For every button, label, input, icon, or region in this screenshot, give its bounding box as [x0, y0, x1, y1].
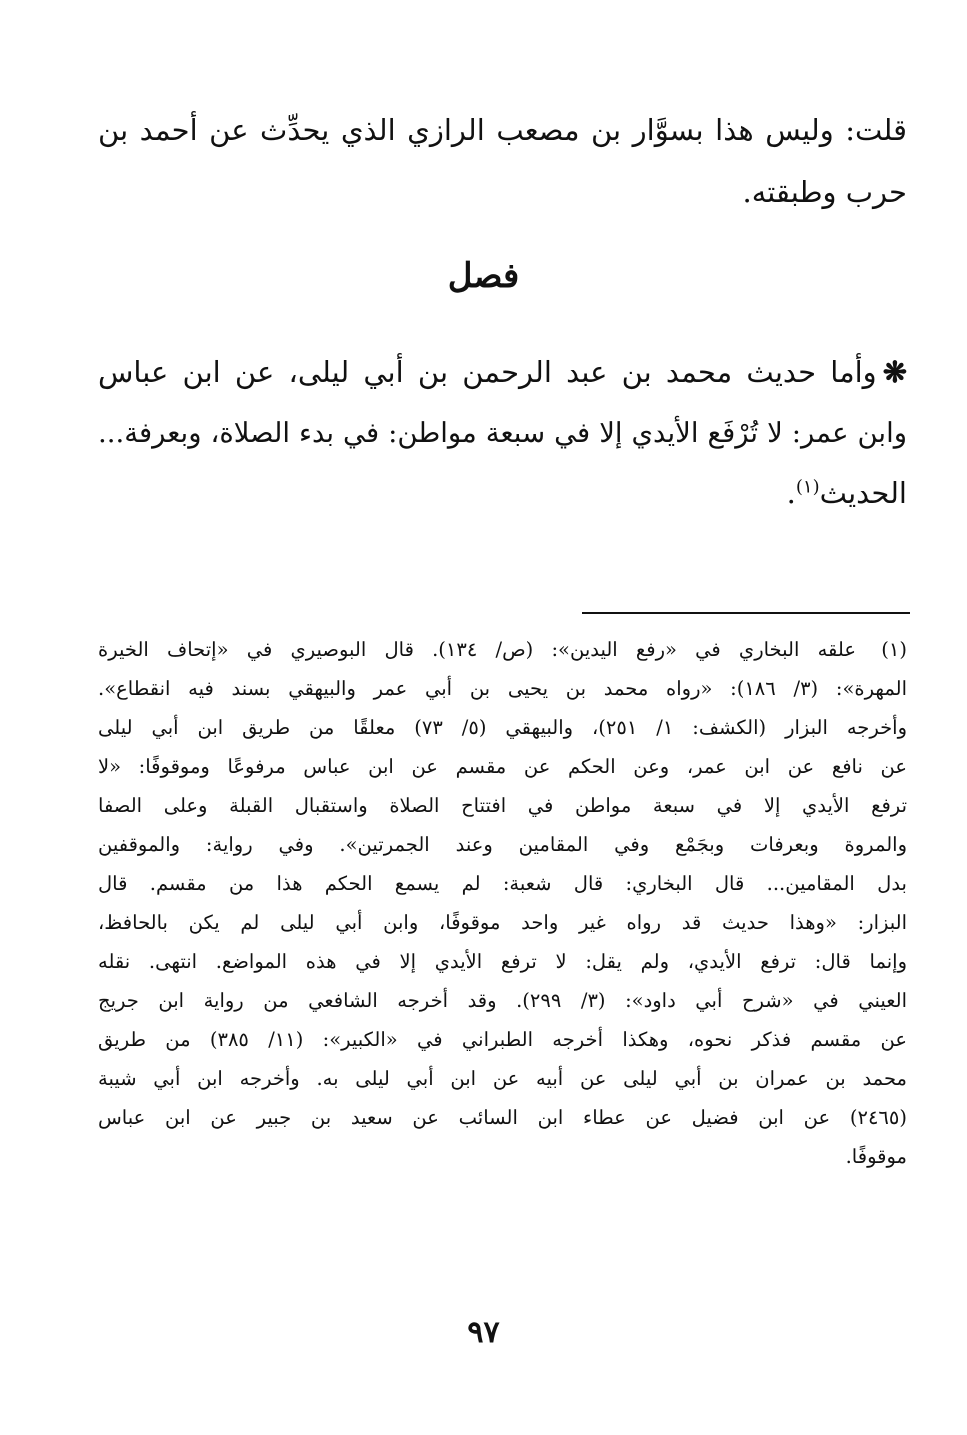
footnote-reference[interactable]: (١) [795, 476, 820, 498]
asterisk-marker-icon: ❋ [882, 355, 907, 389]
footnote-line: ترفع الأيدي إلا في سبعة مواطن في افتتاح الصلاة واستقبال القبلة وعلى الصفا [98, 794, 907, 817]
paragraph-2-line-1 [98, 341, 907, 403]
footnote-line: عن نافع عن ابن عمر، وعن الحكم عن مقسم عن ابن عباس مرفوعًا وموقوفًا: «لا [98, 755, 907, 778]
footnote-line: وإنما قال: ترفع الأيدي، ولم يقل: لا ترفع الأيدي إلا في هذه المواضع. انتهى. نقله [98, 950, 907, 973]
paragraph-2-line-1-text: وأما حديث محمد بن عبد الرحمن بن أبي ليلى، عن ابن عباس [98, 355, 877, 389]
footnote-separator [582, 612, 910, 614]
footnote-line: علقه البخاري في «رفع اليدين»: (ص/ ١٣٤). قال البوصيري في «إتحاف الخيرة [98, 638, 856, 661]
paragraph-2-end: . [786, 476, 796, 510]
footnote-line: والمروة وبعرفات وبجَمْع وفي المقامين وعند الجمرتين». وفي رواية: والموقفين [98, 833, 907, 856]
paragraph-2-line-3 [98, 462, 907, 524]
footnote-number: (١) [881, 638, 907, 661]
footnote-line: المهرة»: (٣/ ١٨٦): «رواه محمد بن يحيى بن أبي عمر والبيهقي بسند فيه انقطاع». [98, 677, 907, 700]
footnote-line: البزار: «وهذا حديث قد رواه غير واحد موقوفًا، وابن أبي ليلى لم يكن بالحافظ، [98, 911, 907, 934]
footnote-line: محمد بن عمران بن أبي ليلى عن أبيه عن ابن أبي ليلى به. وأخرجه ابن أبي شيبة [98, 1067, 907, 1090]
paragraph-2-line-2: وابن عمر: لا تُرْفَع الأيدي إلا في سبعة مواطن: في بدء الصلاة، وبعرفة... [98, 417, 907, 449]
footnote-line: وأخرجه البزار (الكشف: ١/ ٢٥١)، والبيهقي (٥/ ٧٣) معلقًا من طريق ابن أبي ليلى [98, 716, 907, 739]
footnote-line: عن مقسم فذكر نحوه، وهكذا أخرجه الطبراني في «الكبير»: (١١/ ٣٨٥) من طريق [98, 1028, 907, 1051]
paragraph-2-line-3-text: الحديث [819, 476, 907, 510]
section-heading: فصل [447, 256, 520, 296]
paragraph-1-line-2: حرب وطبقته. [742, 175, 907, 209]
paragraph-1-line-1: قلت: وليس هذا بسوَّار بن مصعب الرازي الذي يحدِّث عن أحمد بن [98, 113, 907, 147]
footnote-line: بدل المقامين... قال البخاري: قال شعبة: لم يسمع الحكم هذا من مقسم. قال [98, 872, 907, 895]
page-number: ٩٧ [467, 1315, 500, 1350]
footnote-line: موقوفًا. [845, 1145, 907, 1168]
footnote-line: (٢٤٦٥) عن ابن فضيل عن عطاء ابن السائب عن سعيد بن جبير عن ابن عباس [98, 1106, 907, 1129]
footnote-line: العيني في «شرح أبي داود»: (٣/ ٢٩٩). وقد أخرجه الشافعي من رواية ابن جريج [98, 989, 907, 1012]
